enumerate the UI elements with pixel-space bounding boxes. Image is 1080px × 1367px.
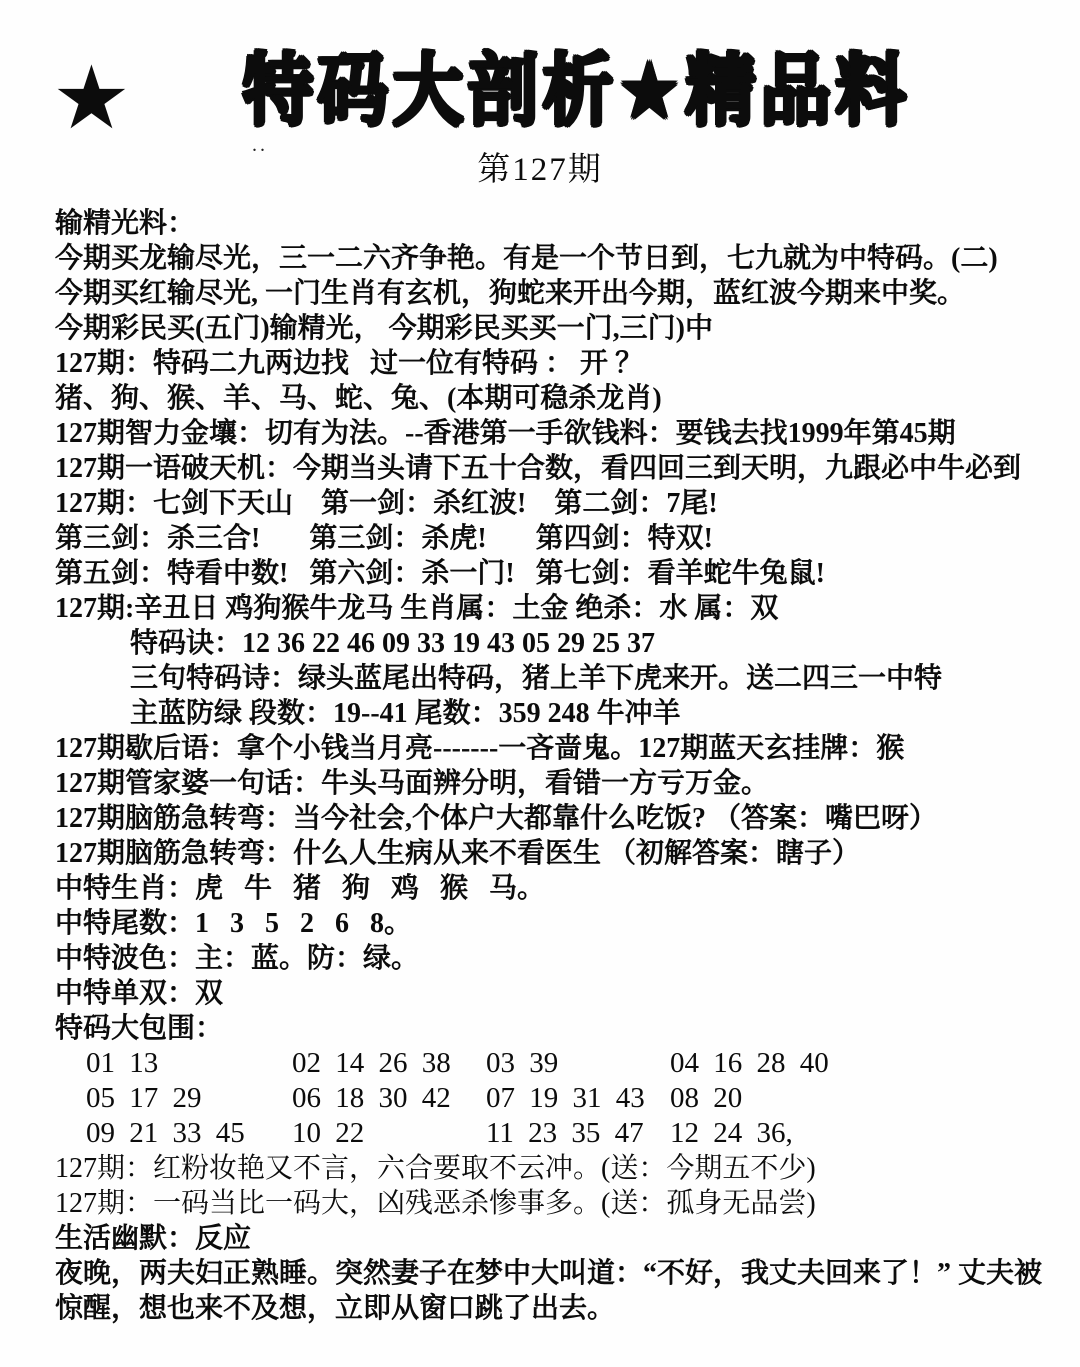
text-line: 第三剑：杀三合! 第三剑：杀虎! 第四剑：特双! [55, 523, 713, 554]
text-line: 127期歇后语：拿个小钱当月亮-------一吝啬鬼。127期蓝天玄挂牌：猴 [55, 733, 905, 764]
number-grid-cell: 05 17 29 [86, 1082, 202, 1114]
text-line: 今期买红输尽光, 一门生肖有玄机，狗蛇来开出今期，蓝红波今期来中奖。 [55, 278, 966, 309]
star-icon: ★ [52, 51, 131, 148]
number-grid [0, 1046, 1080, 1151]
text-line: 127期：一码当比一码大，凶残恶杀惨事多。(送：孤身无品尝) [55, 1188, 816, 1219]
text-line: 127期:辛丑日 鸡狗猴牛龙马 生肖属：土金 绝杀：水 属：双 [55, 593, 779, 624]
number-grid-cell: 04 16 28 40 [670, 1047, 829, 1079]
text-line: 127期：七剑下天山 第一剑：杀红波! 第二剑：7尾! [55, 488, 718, 519]
number-grid-cell: 01 13 [86, 1047, 159, 1079]
number-grid-cell: 02 14 26 38 [292, 1047, 451, 1079]
number-grid-row [86, 1046, 1080, 1081]
number-grid-row [86, 1116, 1080, 1151]
text-line: 输精光料： [55, 208, 196, 239]
footer-text-block [0, 1151, 1080, 1326]
text-line: 中特单双：双 [55, 978, 224, 1009]
masthead [0, 28, 1080, 148]
number-grid-cell: 10 22 [292, 1117, 365, 1149]
number-grid-cell: 11 23 35 47 [486, 1117, 644, 1149]
text-line: 中特生肖：虎 牛 猪 狗 鸡 猴 马。 [55, 873, 546, 904]
number-grid-cell: 08 20 [670, 1082, 743, 1114]
number-grid-cell: 07 19 31 43 [486, 1082, 645, 1114]
number-grid-cell: 09 21 33 45 [86, 1117, 245, 1149]
text-line: 127期：红粉妆艳又不言，六合要取不云冲。(送：今期五不少) [55, 1153, 816, 1184]
text-line: 中特波色：主：蓝。防：绿。 [55, 943, 420, 974]
text-line: 生活幽默：反应 [55, 1223, 252, 1254]
text-line: 今期买龙输尽光，三一二六齐争艳。有是一个节日到，七九就为中特码。(二) [55, 243, 998, 274]
number-grid-row [86, 1081, 1080, 1116]
number-grid-cell: 06 18 30 42 [292, 1082, 451, 1114]
number-grid-cell: 03 39 [486, 1047, 559, 1079]
text-line: 中特尾数：1 3 5 2 6 8。 [55, 908, 413, 939]
text-line: 夜晚，两夫妇正熟睡。突然妻子在梦中大叫道：“不好，我丈夫回来了！” 丈夫被 [55, 1258, 1043, 1289]
text-line: 127期管家婆一句话：牛头马面辨分明，看错一方亏万金。 [55, 768, 770, 799]
text-line: 127期脑筋急转弯：当今社会,个体户大都靠什么吃饭? （答案：嘴巴呀） [55, 803, 938, 834]
text-line: 惊醒，想也来不及想，立即从窗口跳了出去。 [55, 1293, 616, 1324]
page-title: 特码大剖析★精品料 [242, 46, 911, 134]
text-line: 127期智力金壤：切有为法。--香港第一手欲钱料：要钱去找1999年第45期 [55, 418, 956, 449]
stray-marks: .. [252, 134, 268, 156]
text-line: 127期一语破天机：今期当头请下五十合数，看四回三到天明，九跟必中牛必到 [55, 453, 1022, 484]
text-line: 127期：特码二九两边找 过一位有特码 ： 开 ？ [55, 348, 644, 379]
text-line: 猪、狗、猴、羊、马、蛇、兔、(本期可稳杀龙肖) [55, 383, 662, 414]
number-grid-cell: 12 24 36, [670, 1117, 793, 1149]
text-line: 127期脑筋急转弯：什么人生病从来不看医生 （初解答案：瞎子） [55, 838, 861, 869]
text-line: 特码诀：12 36 22 46 09 33 19 43 05 29 25 37 [130, 628, 656, 659]
text-line: 三句特码诗：绿头蓝尾出特码，猪上羊下虎来开。送二四三一中特 [130, 663, 943, 694]
body-text-block [0, 206, 1080, 1046]
text-line: 第五剑：特看中数! 第六剑：杀一门! 第七剑：看羊蛇牛兔鼠! [55, 558, 825, 589]
text-line: 主蓝防绿 段数：19--41 尾数：359 248 牛冲羊 [130, 698, 681, 729]
text-line: 特码大包围： [55, 1013, 224, 1044]
issue-heading: 第127期 [477, 152, 603, 188]
text-line: 今期彩民买(五门)输精光， 今期彩民买买一门,三门)中 [55, 313, 713, 344]
